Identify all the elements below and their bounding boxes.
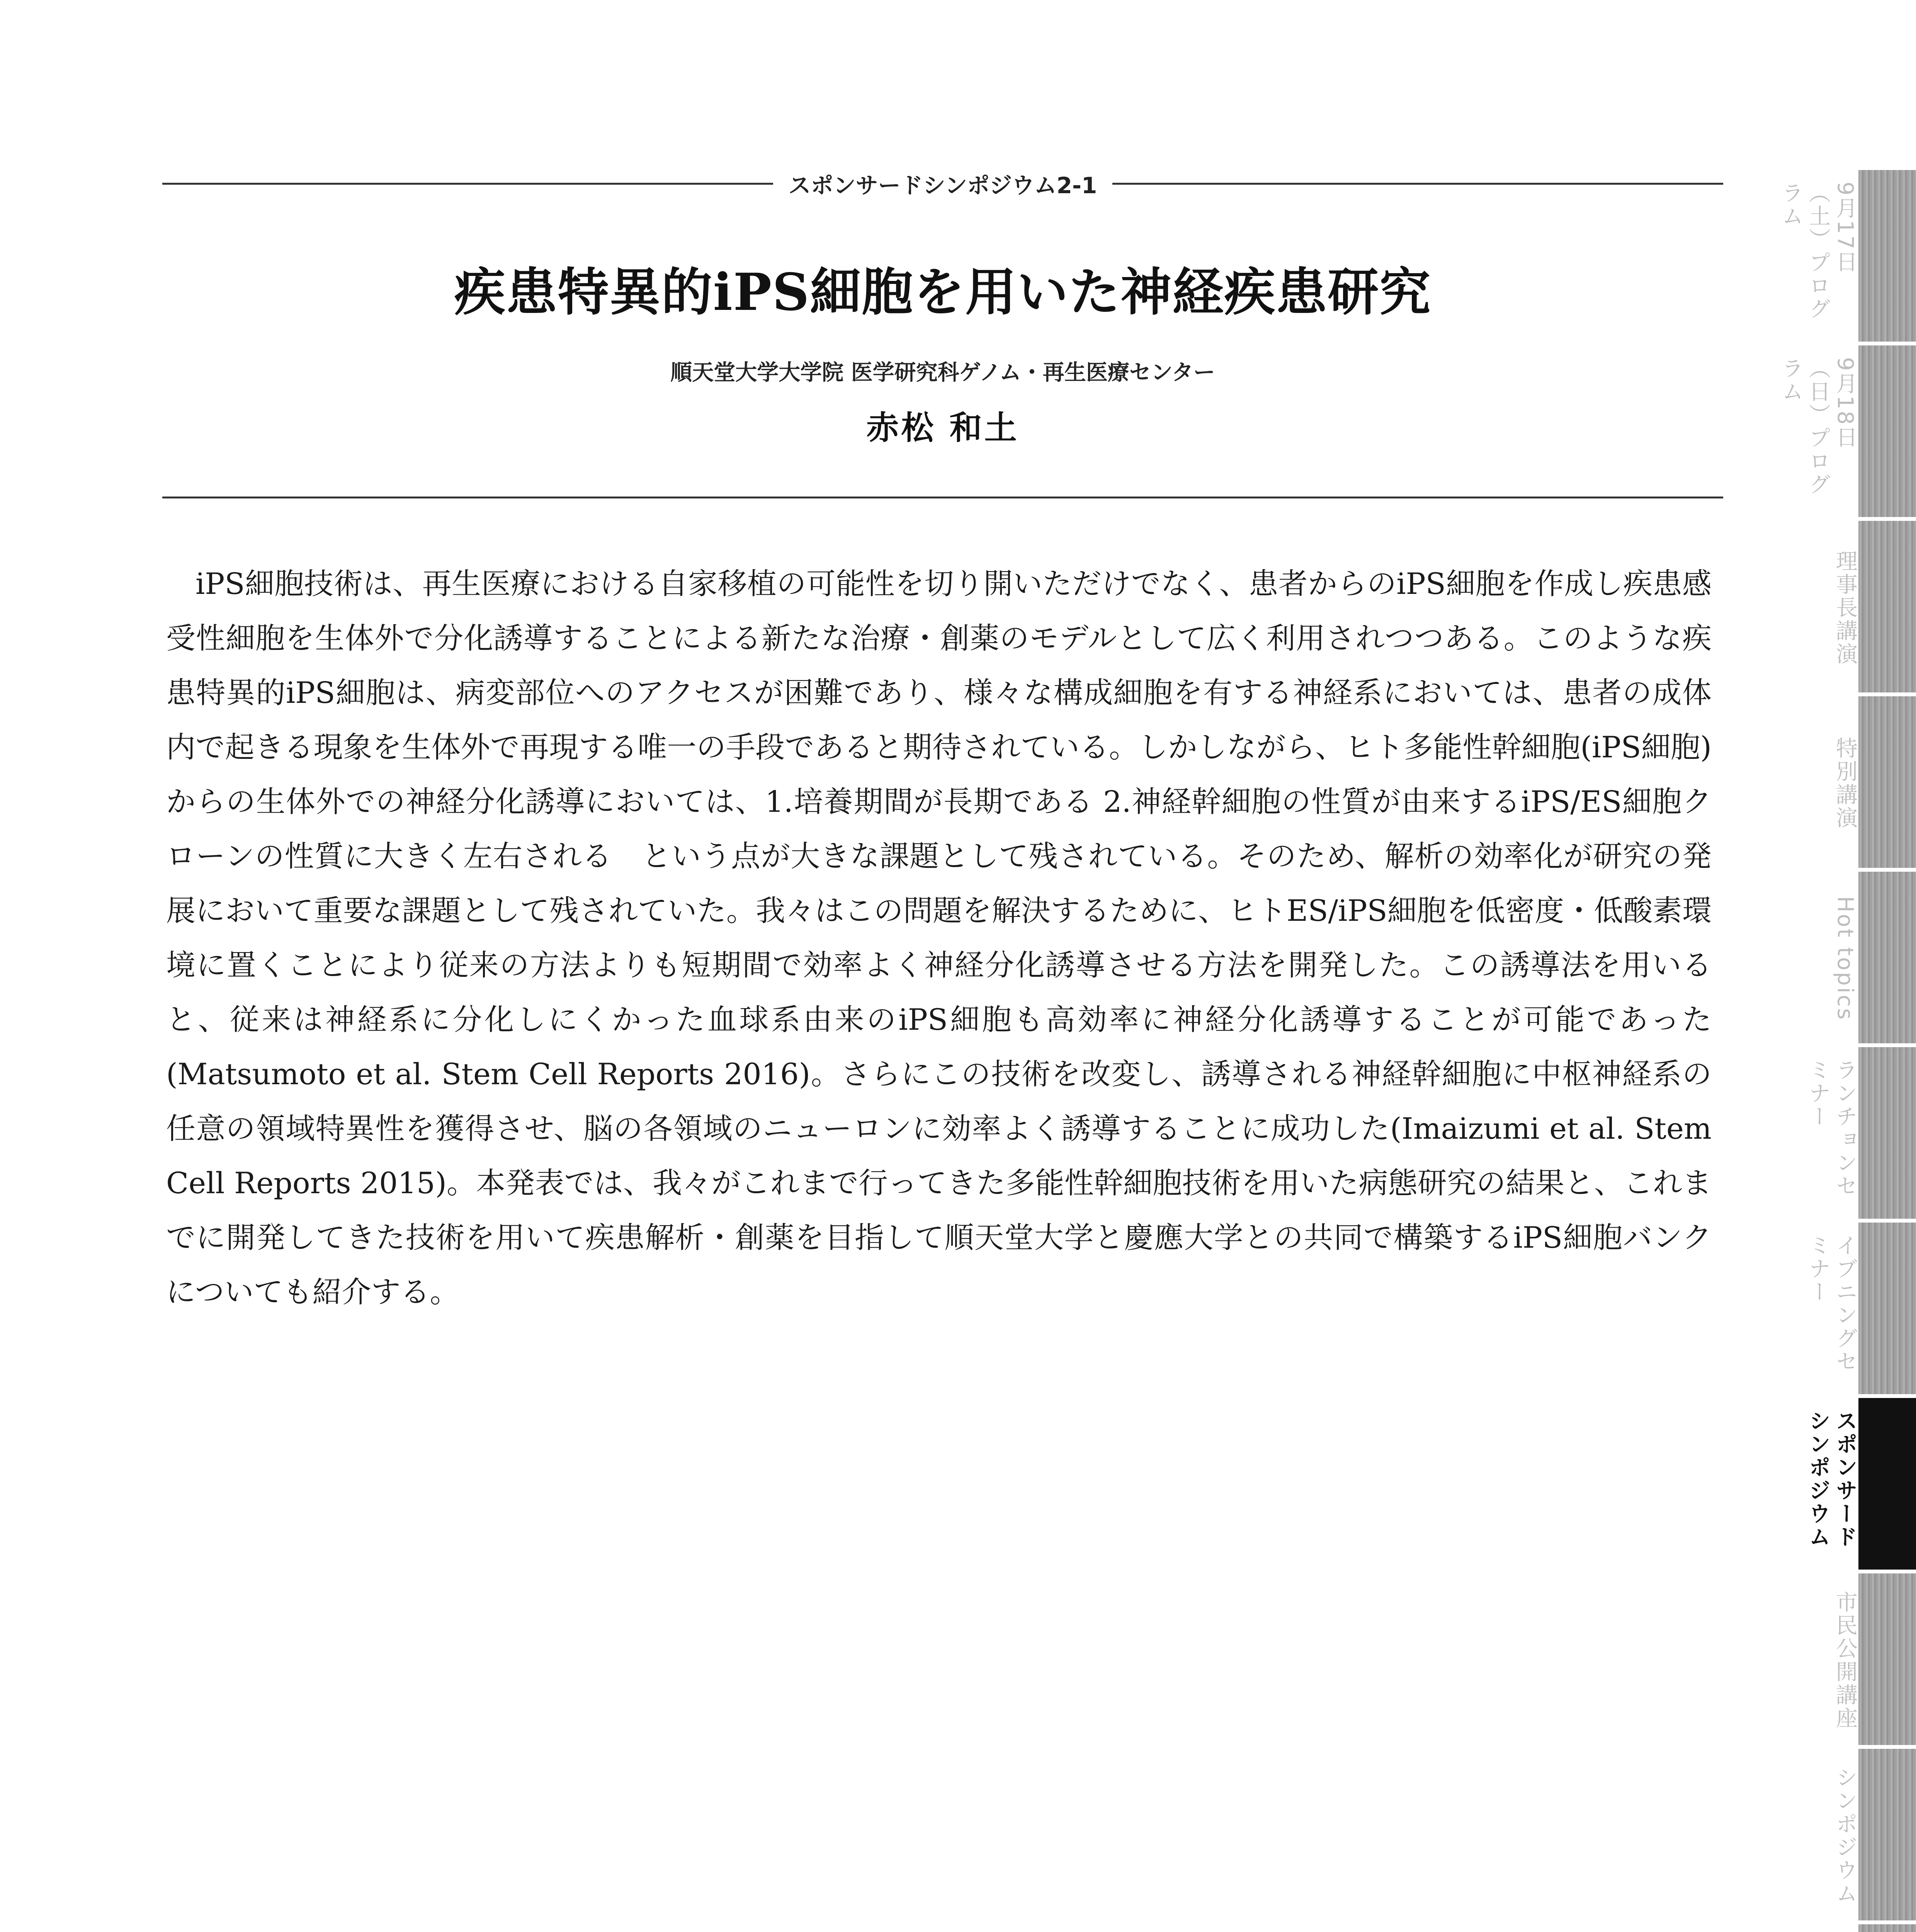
tab-label: 9月18日（日）プログラム [1778,357,1858,496]
section-header-rule-right [1112,183,1723,185]
tab-strip [1858,1749,1916,1920]
header-divider [162,497,1723,498]
tab-strip [1858,1223,1916,1394]
section-header-label: スポンサードシンポジウム2-1 [788,172,1097,199]
tab-special-lecture[interactable] [1739,696,1916,868]
tab-sep17-program[interactable] [1739,170,1916,342]
abstract-body: iPS細胞技術は、再生医療における自家移植の可能性を切り開いただけでなく、患者からのiPS細胞を作成し疾患感受性細胞を生体外で分化誘導することによる新たな治療・創薬のモデルとして広く利用されつつある。このような疾患特異的iPS細胞は、病変部位へのアクセスが困難であり、様々な構成細胞を有する神経系においては、患者の成体内で起きる現象を生体外で再現する唯一の手段であると期待されている。しかしながら、ヒト多能性幹細胞(iPS細胞)からの生体外での神経分化誘導においては、1.培養期間が長期である 2.神経幹細胞の性質が由来するiPS/ES細胞クローンの性質に大きく左右される という点が大きな課題として残されている。そのため、解析の効率化が研究の発展において重要な課題として残されていた。我々はこの問題を解決するために、ヒトES/iPS細胞を低密度・低酸素環境に置くことにより従来の方法よりも短期間で効率よく神経分化誘導させる方法を開発した。この誘導法を用いると、従来は神経系に分化しにくかった血球系由来のiPS細胞も高効率に神経分化誘導することが可能であった(Matsumoto et al. Stem Cell Reports 2016)。さらにこの技術を改変し、誘導される神経幹細胞に中枢神経系の任意の領域特異性を獲得させ、脳の各領域のニューロンに効率よく誘導することに成功した(Imaizumi et al. Stem Cell Reports 2015)。本発表では、我々がこれまで行ってきた多能性幹細胞技術を用いた病態研究の結果と、これまでに開発してきた技術を用いて疾患解析・創薬を目指して順天堂大学と慶應大学との共同で構築するiPS細胞バンクについても紹介する。 [166,566,1712,1309]
tab-strip [1858,696,1916,868]
tab-label: イブニングセミナー [1805,1234,1858,1373]
tab-label: 市民公開講座 [1833,1591,1858,1730]
tab-strip [1858,872,1916,1043]
author-name: 赤松 和土 [866,408,1019,447]
tab-label: 特別講演 [1833,737,1858,830]
tab-label: Hot topics [1833,896,1858,1021]
section-header-rule-left [162,183,773,185]
tab-chairman-lecture[interactable] [1739,521,1916,692]
tab-strip [1858,1398,1916,1570]
tab-strip [1858,1573,1916,1745]
tab-sep18-program[interactable] [1739,345,1916,517]
tab-hot-topics[interactable] [1739,872,1916,1043]
tab-public-lecture[interactable] [1739,1573,1916,1745]
tab-strip [1858,1924,1916,1932]
tab-label: 9月17日（土）プログラム [1778,182,1858,321]
tab-educational-lecture[interactable] [1739,1924,1916,1932]
tab-label: シンポジウム [1833,1766,1858,1905]
index-tabs [1739,170,1916,1932]
tab-strip [1858,170,1916,342]
tab-label: スポンサードシンポジウム [1805,1410,1858,1549]
tab-symposium[interactable] [1739,1749,1916,1920]
tab-evening-seminar[interactable] [1739,1223,1916,1394]
section-header [162,166,1723,201]
tab-label: 理事長講演 [1833,550,1858,666]
tab-sponsored-symposium[interactable] [1739,1398,1916,1570]
tab-strip [1858,1047,1916,1219]
page-title: 疾患特異的iPS細胞を用いた神経疾患研究 [454,262,1431,322]
tab-luncheon-seminar[interactable] [1739,1047,1916,1219]
tab-strip [1858,521,1916,692]
author-affiliation: 順天堂大学大学院 医学研究科ゲノム・再生医療センター [670,360,1215,385]
tab-strip [1858,345,1916,517]
tab-label: ランチョンセミナー [1805,1059,1858,1198]
